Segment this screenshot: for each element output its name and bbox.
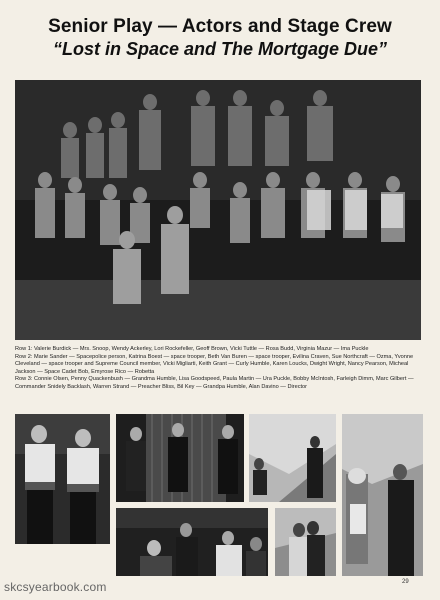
page-subtitle: “Lost in Space and The Mortgage Due” bbox=[52, 39, 388, 59]
group-photo bbox=[15, 80, 421, 340]
candid-photo-rehearsal bbox=[116, 508, 268, 576]
photo-captions bbox=[15, 346, 423, 392]
candid-photo-space-scene bbox=[249, 414, 336, 502]
caption-row-3: Row 3: Connie Olsen, Penny Quackenbush — Grandma Humble, Lisa Goodspeed, Paula Martin — Ura Puckle, Bobby McIntosh, Farleigh Dimm, Marc Gilbert — Commander Snidely Backlash, Warren Strand — Preacher Bliss, Bil Key — Grandpa Humble, Alan Davino — Director bbox=[15, 376, 414, 390]
caption-row-1: Row 1: Valerie Burdick — Mrs. Snoop, Wendy Ackerley, Lori Rockefeller, Geoff Brown, Vicki Tuttle — Rosa Budd, Virginia Mazur — Ima Puckle bbox=[15, 346, 369, 352]
page-title: Senior Play — Actors and Stage Crew bbox=[48, 16, 392, 37]
caption-row-2: Row 2: Marie Sander — Spacepolice person, Katrina Boest — space trooper, Beth Van Buren — space trooper, Evilina Craven, Sue Northcraft — Ozma, Yvonne Cleveland — space trooper and Supreme Council member, Vicki Migliarti, Keith Grant — Curly Humble, Karen Loucks, Dwight Wright, Nancy Pearson, Micheal Jackson — Space Cadet Bob, Emyrose Rico — Robetta bbox=[15, 353, 414, 375]
watermark-text: skcsyearbook.com bbox=[4, 580, 107, 594]
candid-photo-two-actresses bbox=[15, 414, 110, 544]
candid-photo-embrace bbox=[275, 508, 336, 576]
candid-photo-stage-scene bbox=[116, 414, 244, 502]
candid-photo-robot-costume bbox=[342, 414, 423, 576]
page-number: 29 bbox=[402, 579, 409, 585]
